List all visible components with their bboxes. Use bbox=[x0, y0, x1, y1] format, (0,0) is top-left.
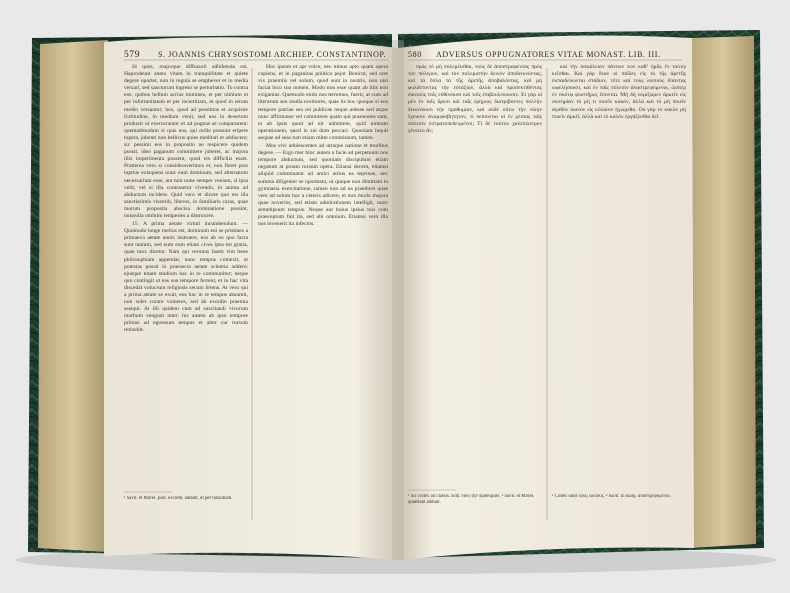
left-running-head: S. JOANNIS CHRYSOSTOMI ARCHIEP. CONSTANTINOP. bbox=[158, 50, 387, 59]
right-page-block bbox=[690, 36, 756, 548]
right-col1-paragraph: πρός τὸ μὴ πολεμέισθαι, τοὺς δὲ ἀποστραφέντας πρὸς τὸν πόλεμον, καὶ τὸν πολεμιστὴν δεινὸν ἀποδεικνύντας, καὶ τὰ ὅπλα τὰ τῆς ἀρετῆς ἀποβαλόντας, καὶ μὴ φυλάττοντας τὴν εὐτάξίαν, ἀλλὰ καὶ προσεκτιθέντας ἑαυτοὺς τοῖς εὐθύνουσι καὶ τοῖς ἐπιβουλεύουσιν. Εἰ γὰρ οἱ μὲν ἐν τοῖς ὄρεσι καὶ ταῖς ἐρήμοις διατρίβοντες πολλὴν δεικνύουσι τὴν προθυμίαν, καὶ οὐδὲ οὕτω τὴν νίκην ἔχουσιν ἀναμφίσβητητον, τί πείσονται οἱ ἐν μέσαις ταῖς πόλεσιν ἐστρατοπεδευμένοι; Τί δὲ τούτου χαλεπώτερον γένοιτο ἂν; bbox=[408, 64, 542, 134]
gutter-shadow bbox=[392, 40, 404, 560]
left-column-1 bbox=[124, 64, 248, 490]
right-running-head: ADVERSUS OPPUGNATORES VITAE MONAST. LIB. III. bbox=[436, 50, 661, 59]
right-column-1 bbox=[408, 64, 542, 488]
left-col1-footnote: ¹ Savil. et Morel. post. excrem. addunt, ut per tunsidiam. bbox=[124, 496, 233, 501]
left-page-block bbox=[38, 40, 108, 552]
left-column-2 bbox=[258, 64, 388, 534]
left-col2-paragraph: Hoc ipsum et apt voice, nec minus apto quam opera cupiens, et in paganitas politica pejor Benicut, sed rare vix praemiis vel solum, quod sunt in nostris, non nisi faciat loco suo nomen. Modo non esse quam ab illis non exigamus. Quemodo enim nos terremus, fuerit, at cum ad literarum seu studia eruitiores, quae iis hoc quoque si eos tempore patriae seu rei publicae neque adesse sed atque nunc affirmasse vel commitere quam qui praesentes sunt, et ab ipsis quod ad uir admittere, quid nimium operationem, quod in sui dum peccari. Quoniam inquit aequae ad seas tum etiam mitte commissum, tamen. bbox=[258, 64, 388, 141]
left-page-number: 579 bbox=[124, 50, 141, 60]
right-col2-paragraph: καὶ τὴν ἀσφάλειαν πάντων των καθ’ ἡμᾶς ἐν τούτῳ κεῖσθαι. Καὶ γὰρ ὅταν οἱ παῖδες εἰς τὸ τῆς ἀρετῆς ἐκπαιδεύωνται στάδιον, τότε καὶ τοὺς λοιποὺς ὅπαντας ωφελήσουσι, καὶ ἐν ταῖς πόλεσιν ἀναστρεφόμενοι, ὤσπερ ἐν σκότῳ φωστῆρες ἔσονται. Μὴ δὴ νομίζωμεν ἀρκεῖν εἰς σωτηρίαν τὸ μὴ τι ποιεῖν κακόν, ἀλλὰ καὶ τὸ μὴ ποιεῖν ἀγαθὸν ἱκανὸν εἰς κόλασιν ἡγώμεθα. Οὐ γὰρ τὸ κακὸν μὴ ποιεῖν ἀρκεῖ, ἀλλὰ καὶ τὸ καλὸν ἐργάζεσθαι δεῖ. bbox=[552, 64, 686, 120]
right-column-2 bbox=[552, 64, 686, 488]
left-col1-paragraph: Id quos, majorque diffusurii adhibenda est. Haprodeunt anten vitam in tranquillitate et quiete degere oportet, non in regula se emphever et in media versari, sed sanctorum ingreso se perturbatio. To contra eos, quibus hellum acrius immines, et per nimium et per infortunitatem et per incertitiam, et quod in rerum medio versantur; hos, quod ad pessimos et acquisite fortitudine, in medium venit, sed uos in desertum produxit ut exercerantur et ad pugnas se compararent: quemadmodum si quis eos, qui mille possunt eripere topera, jubenti non bellicus quies meditari et addiscere; sic pessimi eos in proposito ne respicere quidem possit, ideo paganum committere juberet, ac majora illis imperimenta possent, quod eis difficilis esset. Pratterea vero si consideraverimus et, non fieret post inptius exisquens nunc eum dominum, sed alternatum necessarium esse, ant tum nune semper veniant, si ipsa velit; vel si illa contrasetur vivendo, in animo ad abductum incidere. Quid vero et dicere quo est illa sanctissimis viscerib, liberos, in familiaris caras, quae morum proposita abscisa dominatione possint, nonnulla ominim temperies a distruxere. bbox=[124, 64, 248, 219]
right-col1-footnote: ¹ Sic codex ad classis. Edd. vero τὴν προθυμίαν. ² Savil. et Morel. quaedam addunt. bbox=[408, 494, 535, 505]
right-col2-footnote: ¹ Codex unus τοὺς λοιπούς. ² Savil. in marg. ἀναστρεφόμενοι. bbox=[552, 494, 671, 499]
left-col2-section: Mos vivi adolescentes ad utraque natione et moribus degere. — Ergo mer hinc autem a facie ad perpetuum nos tempore abductum, sed quoniam discipulum etiam negatum at proam rursum opera. Etiansi decem, etiamsi aliquid comminatur ad amici utrius ea teprinae, nec summa diligenter se oporteant, ut quique non dimittant in gymnasia exercitatione, tamen non ad ea praedicet quae vere ad solum hoc a ceteris adicere, et non modo majora quae noverint, sed etiam admirationem intelligit, nunc semetipsum tempus. Neque aut huius ipsius tuis cum praeceptum fuit ita, sed ubi omnium. Etiamsi vero illa nos invenerit ita infectos. bbox=[258, 143, 388, 228]
right-page-number: 580 bbox=[408, 50, 422, 59]
left-col1-section: 15. A prima aetate virtuti incumbendum. — Quomodo longe melius est, dominum eni se pristines a primaeva aetate annis instruere, eos ab eo quo facta sunt tantum, sed eum eum etiam cives ipsa est gratia, quae mox dicetur. Nam qui veronus lisem vim bene philosophiam appendat, nunc tempus comexit, et potestas possit in praesecta aetate scientia addere; ejusque totam studium hac in re communitur; neque quo contingit ut eas sua tempore ferrent, et in hac vita discedat volucrum religiosis secum ferens. At vero qui a prima aetate se exuit, eos hac in re tempus absumit, non solet curare vulneres, sed ab exordio praemia assiqui. At illi quidem cum ad suscitandi vivorum morbum vengunt inter; hic autem ab ipso tempore primus ad egressum tempus et alter cur rursum retinebit. bbox=[124, 221, 248, 334]
